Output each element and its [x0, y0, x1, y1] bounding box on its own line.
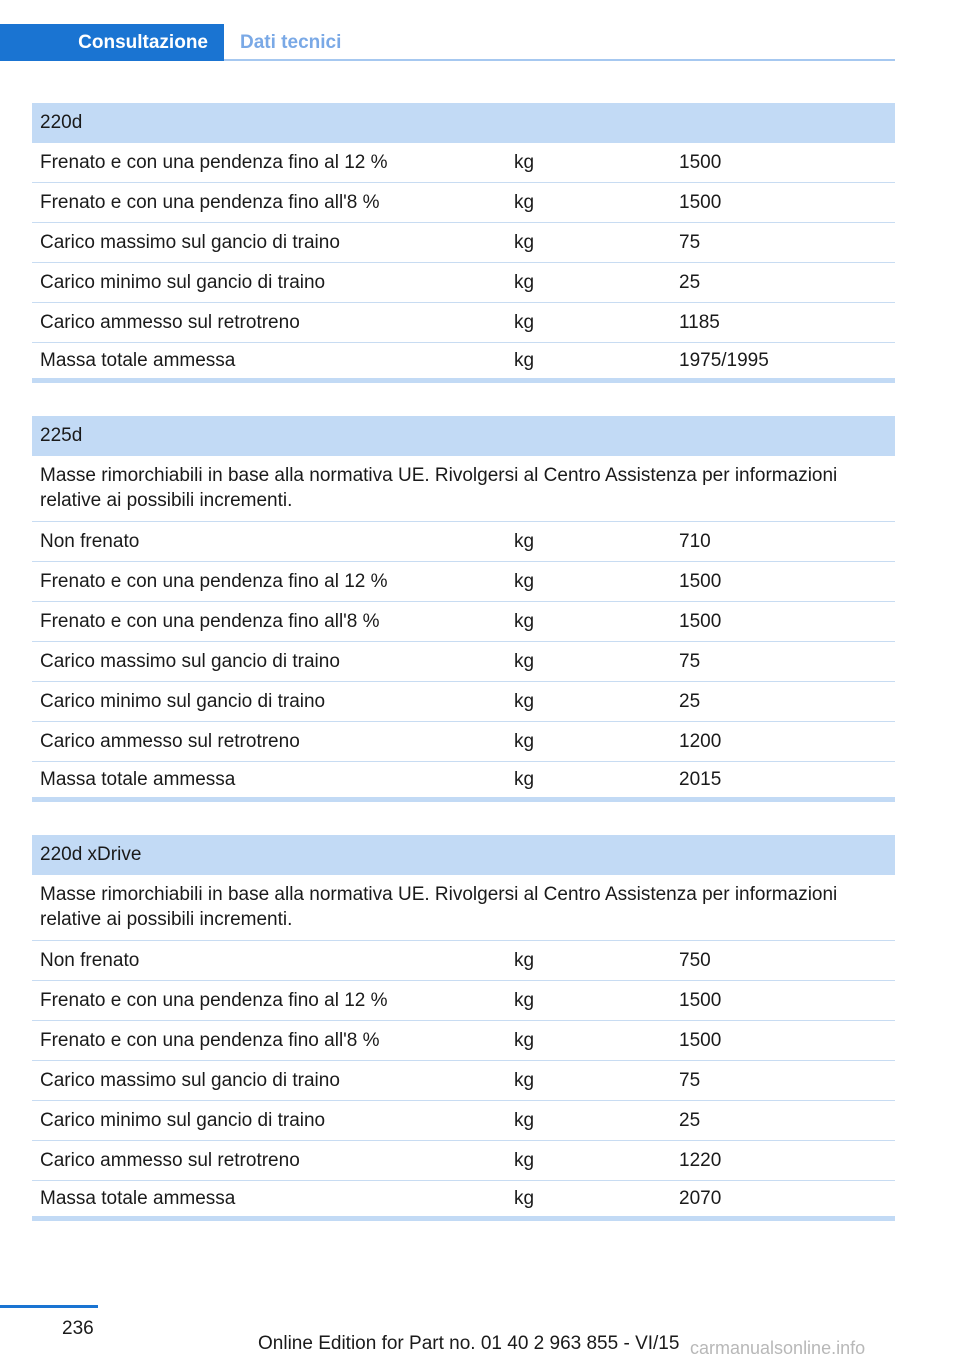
row-label: Carico massimo sul gancio di traino — [40, 1069, 340, 1091]
table-row — [32, 143, 895, 183]
table-row — [32, 602, 895, 642]
row-unit: kg — [514, 1029, 535, 1051]
table-row — [32, 223, 895, 263]
table-row — [32, 981, 895, 1021]
page-header — [0, 24, 895, 62]
row-unit: kg — [514, 1187, 535, 1209]
row-unit: kg — [514, 989, 535, 1011]
tab-dati-tecnici[interactable]: Dati tecnici — [240, 31, 342, 53]
row-label: Frenato e con una pendenza fino all'8 % — [40, 1029, 380, 1051]
row-unit: kg — [514, 530, 535, 552]
table-row — [32, 1021, 895, 1061]
row-label: Carico minimo sul gancio di traino — [40, 271, 326, 293]
table-row — [32, 1141, 895, 1181]
table-row — [32, 263, 895, 303]
table-row — [32, 941, 895, 981]
edition-note: Online Edition for Part no. 01 40 2 963 855 - VI/15 — [258, 1333, 680, 1354]
row-label: Frenato e con una pendenza fino al 12 % — [40, 989, 388, 1011]
watermark: carmanualsonline.info — [690, 1338, 866, 1358]
table-row — [32, 183, 895, 223]
spec-table — [32, 835, 895, 1221]
footer-rule — [0, 1305, 98, 1308]
row-label: Carico ammesso sul retrotreno — [40, 311, 300, 333]
row-value: 1500 — [679, 989, 722, 1011]
table-row — [32, 343, 895, 383]
row-value: 25 — [679, 271, 701, 293]
row-unit: kg — [514, 1109, 535, 1131]
row-label: Frenato e con una pendenza fino al 12 % — [40, 570, 388, 592]
row-unit: kg — [514, 151, 535, 173]
row-unit: kg — [514, 768, 535, 790]
row-value: 1500 — [679, 191, 722, 213]
row-value: 2070 — [679, 1187, 722, 1209]
row-value: 75 — [679, 650, 701, 672]
row-unit: kg — [514, 610, 535, 632]
row-value: 1975/1995 — [679, 349, 769, 371]
table-row — [32, 522, 895, 562]
row-unit: kg — [514, 349, 535, 371]
row-value: 25 — [679, 690, 701, 712]
row-value: 1500 — [679, 610, 722, 632]
table-title: 220d xDrive — [32, 835, 895, 875]
row-value: 1220 — [679, 1149, 722, 1171]
row-unit: kg — [514, 191, 535, 213]
table-title: 220d — [32, 103, 895, 143]
row-unit: kg — [514, 311, 535, 333]
spec-table — [32, 416, 895, 802]
row-value: 1500 — [679, 1029, 722, 1051]
table-row — [32, 303, 895, 343]
row-unit: kg — [514, 730, 535, 752]
row-value: 1500 — [679, 570, 722, 592]
table-row — [32, 642, 895, 682]
table-title: 225d — [32, 416, 895, 456]
row-unit: kg — [514, 650, 535, 672]
table-note: Masse rimorchiabili in base alla normativa UE. Rivolgersi al Centro Assistenza per informazioni relative ai possibili incrementi. — [32, 456, 895, 522]
table-row — [32, 682, 895, 722]
row-label: Carico minimo sul gancio di traino — [40, 690, 326, 712]
row-label: Massa totale ammessa — [40, 768, 236, 790]
row-value: 1185 — [679, 311, 720, 333]
row-label: Carico ammesso sul retrotreno — [40, 1149, 300, 1171]
row-label: Non frenato — [40, 530, 140, 552]
row-label: Frenato e con una pendenza fino all'8 % — [40, 610, 380, 632]
row-unit: kg — [514, 949, 535, 971]
row-value: 1200 — [679, 730, 722, 752]
row-value: 2015 — [679, 768, 722, 790]
row-label: Carico massimo sul gancio di traino — [40, 231, 340, 253]
row-unit: kg — [514, 1149, 535, 1171]
row-label: Frenato e con una pendenza fino al 12 % — [40, 151, 388, 173]
header-rule — [224, 59, 895, 61]
row-unit: kg — [514, 231, 535, 253]
table-row — [32, 1181, 895, 1221]
spec-table — [32, 103, 895, 383]
row-value: 1500 — [679, 151, 722, 173]
row-unit: kg — [514, 1069, 535, 1091]
row-label: Frenato e con una pendenza fino all'8 % — [40, 191, 380, 213]
tab-consultazione[interactable]: Consultazione — [0, 24, 224, 61]
table-row — [32, 562, 895, 602]
row-label: Massa totale ammessa — [40, 349, 236, 371]
row-value: 75 — [679, 231, 701, 253]
row-label: Non frenato — [40, 949, 140, 971]
row-label: Carico minimo sul gancio di traino — [40, 1109, 326, 1131]
row-unit: kg — [514, 271, 535, 293]
table-row — [32, 1101, 895, 1141]
row-label: Massa totale ammessa — [40, 1187, 236, 1209]
table-row — [32, 762, 895, 802]
row-value: 75 — [679, 1069, 701, 1091]
row-unit: kg — [514, 570, 535, 592]
row-unit: kg — [514, 690, 535, 712]
row-label: Carico massimo sul gancio di traino — [40, 650, 340, 672]
page-number: 236 — [62, 1318, 94, 1339]
row-value: 750 — [679, 949, 711, 971]
row-value: 710 — [679, 530, 711, 552]
table-note: Masse rimorchiabili in base alla normativa UE. Rivolgersi al Centro Assistenza per informazioni relative ai possibili incrementi. — [32, 875, 895, 941]
table-row — [32, 1061, 895, 1101]
row-value: 25 — [679, 1109, 701, 1131]
row-label: Carico ammesso sul retrotreno — [40, 730, 300, 752]
table-row — [32, 722, 895, 762]
